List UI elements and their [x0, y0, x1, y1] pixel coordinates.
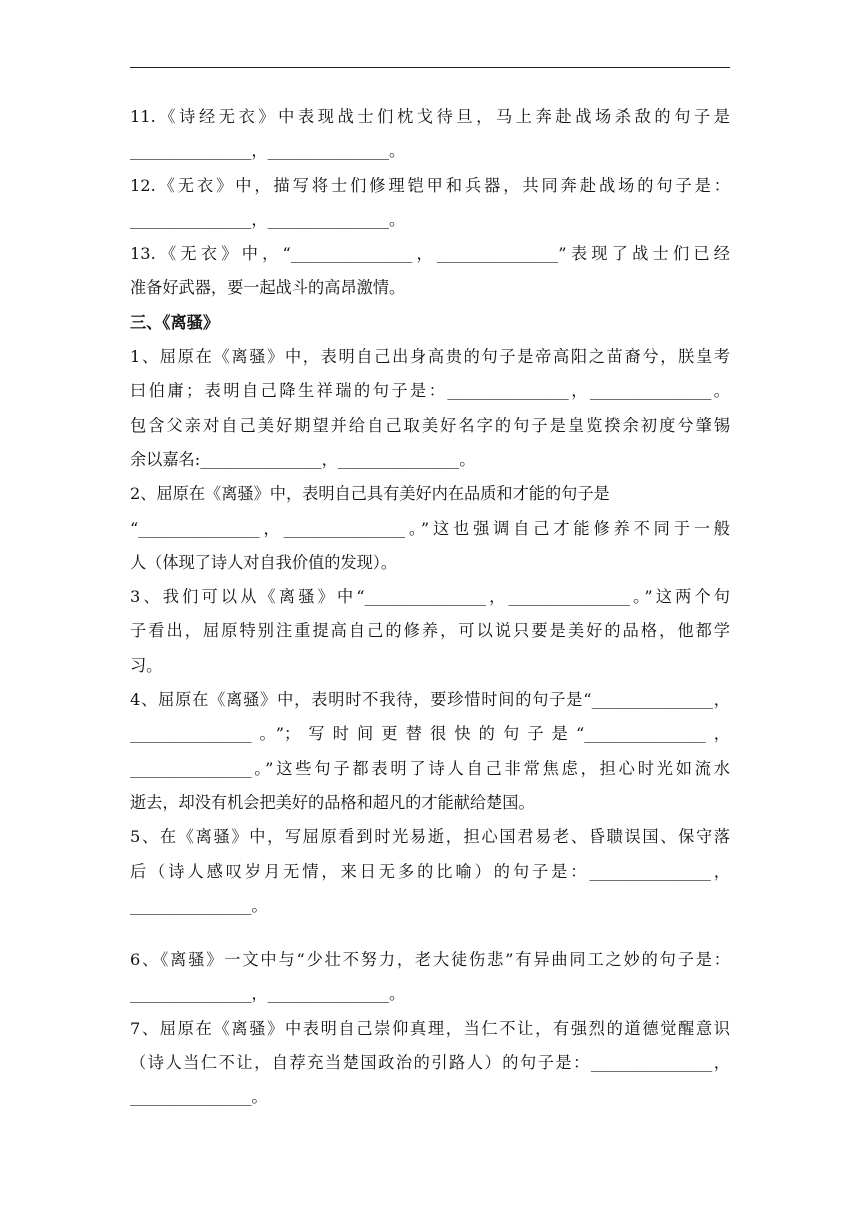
lisao-q3-line-1: 3、我们可以从《离骚》中“_______________，_______________。”这两个句 [130, 587, 730, 607]
lisao-q7-line-3: _______________。 [130, 1087, 268, 1107]
lisao-q1-line-2: 曰伯庸；表明自己降生祥瑞的句子是：_______________，_______________。 [130, 381, 730, 401]
lisao-q2-line-2: “_______________，_______________。”这也强调自己才能修养不同于一般 [130, 518, 730, 538]
lisao-q1-line-4: 余以嘉名:_______________，_______________。 [130, 449, 476, 469]
question-11-answer-blanks: _______________，_______________。 [130, 141, 406, 161]
lisao-q4-line-3: _______________。”这些句子都表明了诗人自己非常焦虑，担心时光如流水 [130, 758, 730, 778]
lisao-q2-line-1: 2、屈原在《离骚》中，表明自己具有美好内在品质和才能的句子是 [130, 484, 610, 504]
header-rule [130, 67, 730, 68]
lisao-q5-line-2: 后（诗人感叹岁月无情，来日无多的比喻）的句子是：_______________， [130, 861, 730, 881]
question-12-line-1: 12.《无衣》中，描写将士们修理铠甲和兵器，共同奔赴战场的句子是： [130, 175, 730, 195]
paragraph-gap [130, 923, 730, 943]
lisao-q2-line-3: 人（体现了诗人对自我价值的发现）。 [130, 552, 398, 572]
lisao-q5-line-1: 5、在《离骚》中，写屈原看到时光易逝，担心国君易老、昏聩误国、保守落 [130, 827, 730, 847]
section-heading-lisao: 三、《离骚》 [130, 312, 220, 332]
lisao-q6-answer-blanks: _______________，_______________。 [130, 984, 406, 1004]
lisao-q4-line-1: 4、屈原在《离骚》中，表明时不我待，要珍惜时间的句子是“_______________， [130, 690, 730, 710]
question-12-answer-blanks: _______________，_______________。 [130, 209, 406, 229]
lisao-q3-line-2: 子看出，屈原特别注重提高自己的修养，可以说只要是美好的品格，他都学 [130, 621, 730, 641]
lisao-q7-line-1: 7、屈原在《离骚》中表明自己崇仰真理，当仁不让，有强烈的道德觉醒意识 [130, 1018, 730, 1038]
lisao-q1-line-3: 包含父亲对自己美好期望并给自己取美好名字的句子是皇览揆余初度兮肇锡 [130, 415, 730, 435]
lisao-q4-line-4: 逝去，却没有机会把美好的品格和超凡的才能献给楚国。 [130, 792, 535, 812]
lisao-q3-line-3: 习。 [130, 655, 163, 675]
lisao-q6-line-1: 6、《离骚》一文中与“少壮不努力，老大徒伤悲”有异曲同工之妙的句子是： [130, 950, 730, 970]
question-11-line-1: 11.《诗经无衣》中表现战士们枕戈待旦，马上奔赴战场杀敌的句子是 [130, 107, 730, 126]
lisao-q7-line-2: （诗人当仁不让，自荐充当楚国政治的引路人）的句子是：_______________， [130, 1053, 730, 1073]
question-13-line-1: 13.《无衣》中，“_______________，_______________”表现了战士们已经 [130, 244, 730, 264]
lisao-q5-line-3: _______________。 [130, 895, 268, 915]
lisao-q1-line-1: 1、屈原在《离骚》中，表明自己出身高贵的句子是帝高阳之苗裔兮，朕皇考 [130, 347, 730, 367]
lisao-q4-line-2: _______________。”；写时间更替很快的句子是“_______________， [130, 724, 730, 744]
document-body [130, 100, 730, 1115]
question-13-line-2: 准备好武器，要一起战斗的高昂激情。 [130, 278, 406, 298]
